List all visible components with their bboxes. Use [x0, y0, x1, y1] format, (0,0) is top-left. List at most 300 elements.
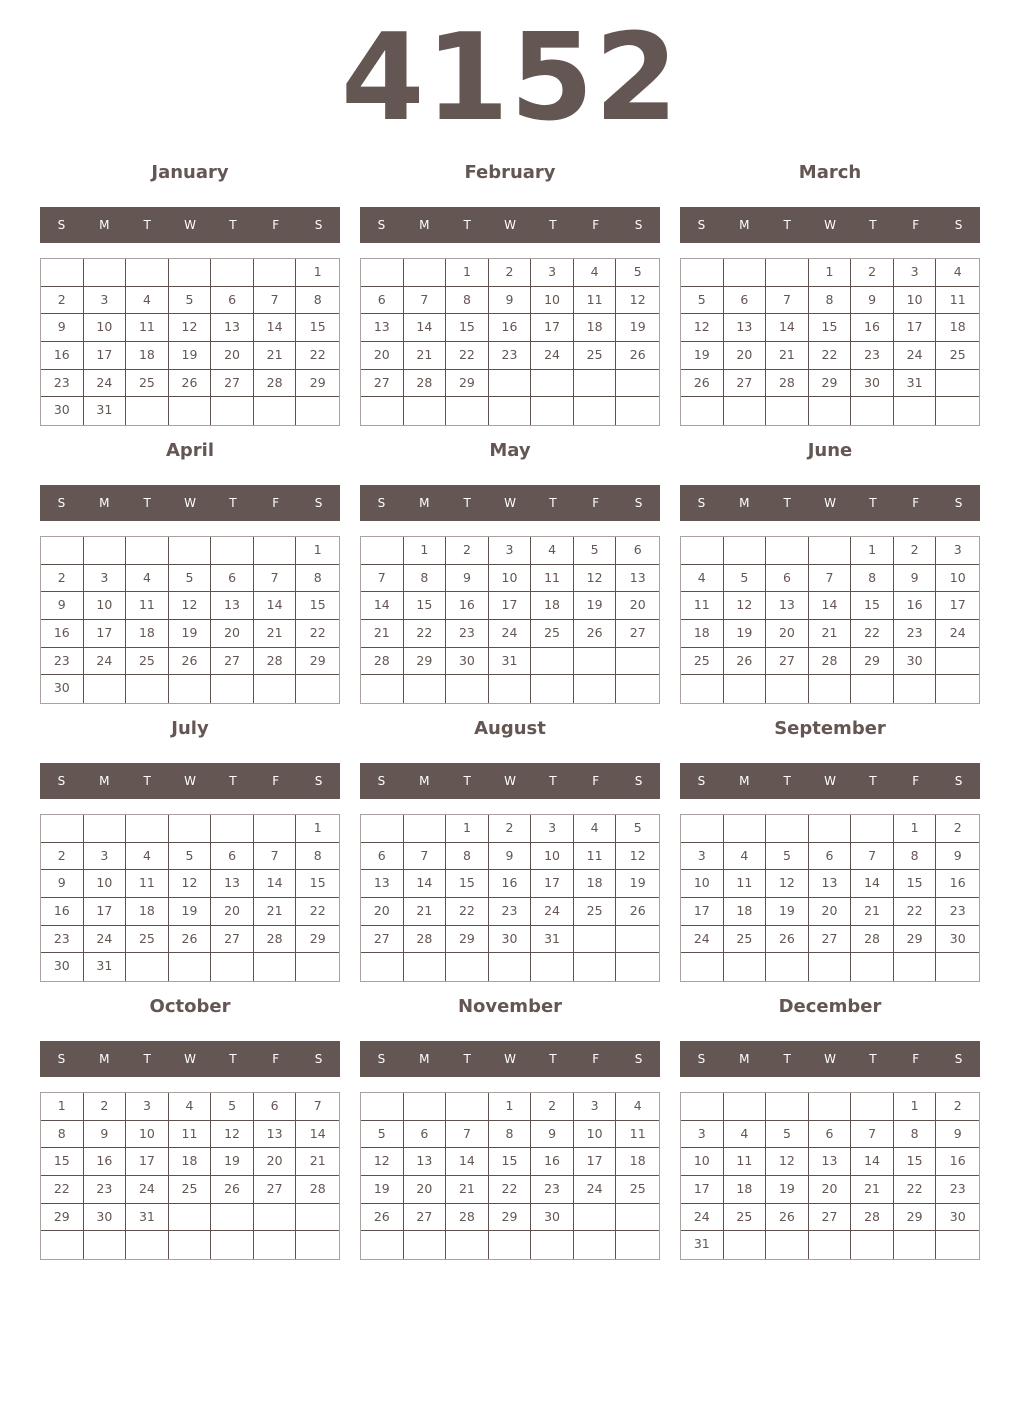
day-cell: 2	[489, 815, 532, 843]
day-cell: 12	[766, 1148, 809, 1176]
day-cell: 16	[84, 1148, 127, 1176]
day-cell: 22	[404, 620, 447, 648]
empty-cell	[724, 815, 767, 843]
empty-cell	[169, 1204, 212, 1232]
day-cell: 17	[936, 592, 979, 620]
weekday-label: M	[99, 774, 110, 788]
day-cell: 13	[809, 870, 852, 898]
empty-cell	[894, 1231, 937, 1259]
weekday-label: S	[634, 218, 643, 232]
empty-cell	[531, 370, 574, 398]
day-cell: 19	[616, 314, 659, 342]
empty-cell	[489, 953, 532, 981]
weekday-label: S	[377, 1052, 386, 1066]
empty-cell	[296, 1204, 339, 1232]
day-cell: 14	[851, 870, 894, 898]
weekday-label: T	[869, 496, 877, 510]
day-cell: 19	[681, 342, 724, 370]
day-cell: 17	[489, 592, 532, 620]
day-cell: 2	[894, 537, 937, 565]
day-cell: 12	[766, 870, 809, 898]
day-cell: 28	[404, 370, 447, 398]
month-january	[40, 161, 340, 431]
empty-cell	[489, 1231, 532, 1259]
day-cell: 16	[531, 1148, 574, 1176]
weekday-label: F	[272, 774, 280, 788]
empty-cell	[446, 1231, 489, 1259]
day-cell: 24	[531, 898, 574, 926]
empty-cell	[84, 675, 127, 703]
day-cell: 12	[169, 592, 212, 620]
day-cell: 10	[531, 287, 574, 315]
weekday-label: F	[912, 774, 920, 788]
empty-cell	[254, 259, 297, 287]
day-grid	[360, 258, 660, 426]
weekday-label: T	[143, 1052, 151, 1066]
empty-cell	[681, 953, 724, 981]
day-cell: 4	[616, 1093, 659, 1121]
day-cell: 9	[531, 1121, 574, 1149]
weekday-label: T	[143, 218, 151, 232]
day-cell: 23	[851, 342, 894, 370]
day-cell: 11	[126, 870, 169, 898]
empty-cell	[531, 675, 574, 703]
day-cell: 21	[254, 620, 297, 648]
empty-cell	[809, 815, 852, 843]
day-cell: 27	[211, 926, 254, 954]
month-title: December	[778, 996, 882, 1017]
day-cell: 21	[851, 898, 894, 926]
day-cell: 3	[126, 1093, 169, 1121]
day-cell: 13	[616, 565, 659, 593]
weekday-label: W	[184, 496, 196, 510]
day-cell: 19	[361, 1176, 404, 1204]
day-grid	[680, 1092, 980, 1260]
day-cell: 11	[616, 1121, 659, 1149]
weekday-header	[680, 485, 980, 521]
day-cell: 1	[809, 259, 852, 287]
day-cell: 24	[489, 620, 532, 648]
day-cell: 22	[851, 620, 894, 648]
day-cell: 9	[936, 843, 979, 871]
day-cell: 12	[361, 1148, 404, 1176]
day-cell: 15	[489, 1148, 532, 1176]
weekday-label: W	[824, 496, 836, 510]
empty-cell	[616, 1231, 659, 1259]
day-grid	[360, 814, 660, 982]
weekday-label: F	[592, 218, 600, 232]
day-cell: 21	[809, 620, 852, 648]
day-cell: 6	[211, 843, 254, 871]
day-cell: 24	[681, 926, 724, 954]
empty-cell	[296, 1231, 339, 1259]
day-cell: 18	[681, 620, 724, 648]
weekday-label: S	[314, 218, 323, 232]
empty-cell	[254, 1231, 297, 1259]
day-cell: 11	[126, 314, 169, 342]
day-cell: 3	[894, 259, 937, 287]
empty-cell	[851, 397, 894, 425]
day-cell: 17	[84, 898, 127, 926]
empty-cell	[404, 815, 447, 843]
empty-cell	[574, 397, 617, 425]
day-cell: 30	[894, 648, 937, 676]
month-title: March	[798, 162, 862, 183]
day-cell: 22	[894, 898, 937, 926]
day-cell: 11	[681, 592, 724, 620]
day-cell: 8	[446, 287, 489, 315]
weekday-label: S	[697, 218, 706, 232]
weekday-label: S	[697, 774, 706, 788]
empty-cell	[851, 953, 894, 981]
weekday-label: S	[377, 218, 386, 232]
empty-cell	[446, 953, 489, 981]
empty-cell	[936, 953, 979, 981]
day-cell: 7	[254, 565, 297, 593]
weekday-header	[40, 763, 340, 799]
empty-cell	[574, 926, 617, 954]
month-title: July	[171, 718, 209, 739]
day-cell: 14	[404, 870, 447, 898]
day-cell: 16	[489, 870, 532, 898]
empty-cell	[724, 675, 767, 703]
day-cell: 25	[126, 648, 169, 676]
weekday-label: W	[504, 774, 516, 788]
weekday-label: T	[549, 774, 557, 788]
day-cell: 22	[296, 342, 339, 370]
day-cell: 8	[851, 565, 894, 593]
weekday-label: T	[229, 218, 237, 232]
weekday-label: T	[783, 774, 791, 788]
weekday-label: S	[634, 774, 643, 788]
day-cell: 29	[296, 370, 339, 398]
day-cell: 5	[211, 1093, 254, 1121]
day-cell: 21	[254, 898, 297, 926]
weekday-header	[360, 485, 660, 521]
day-cell: 15	[894, 1148, 937, 1176]
empty-cell	[169, 953, 212, 981]
day-cell: 22	[41, 1176, 84, 1204]
day-cell: 17	[531, 314, 574, 342]
day-cell: 9	[41, 314, 84, 342]
empty-cell	[766, 815, 809, 843]
weekday-label: W	[184, 774, 196, 788]
day-cell: 27	[616, 620, 659, 648]
day-cell: 28	[254, 648, 297, 676]
empty-cell	[616, 953, 659, 981]
day-cell: 4	[724, 843, 767, 871]
day-cell: 22	[809, 342, 852, 370]
empty-cell	[681, 815, 724, 843]
empty-cell	[254, 815, 297, 843]
day-cell: 8	[894, 843, 937, 871]
day-cell: 25	[724, 1204, 767, 1232]
day-cell: 7	[254, 843, 297, 871]
day-cell: 13	[766, 592, 809, 620]
day-cell: 29	[41, 1204, 84, 1232]
day-cell: 3	[84, 565, 127, 593]
day-cell: 31	[489, 648, 532, 676]
day-cell: 25	[531, 620, 574, 648]
day-cell: 8	[809, 287, 852, 315]
day-cell: 7	[404, 843, 447, 871]
month-may	[360, 439, 660, 709]
day-cell: 17	[84, 342, 127, 370]
day-cell: 12	[681, 314, 724, 342]
empty-cell	[361, 1231, 404, 1259]
day-cell: 13	[404, 1148, 447, 1176]
empty-cell	[169, 537, 212, 565]
weekday-label: F	[912, 218, 920, 232]
day-cell: 28	[809, 648, 852, 676]
day-cell: 17	[681, 898, 724, 926]
empty-cell	[616, 397, 659, 425]
day-grid	[360, 1092, 660, 1260]
day-cell: 28	[254, 370, 297, 398]
empty-cell	[41, 537, 84, 565]
empty-cell	[851, 1093, 894, 1121]
day-cell: 25	[616, 1176, 659, 1204]
weekday-label: T	[783, 496, 791, 510]
day-cell: 13	[809, 1148, 852, 1176]
day-grid	[40, 1092, 340, 1260]
day-cell: 11	[724, 870, 767, 898]
day-cell: 21	[404, 342, 447, 370]
day-cell: 23	[446, 620, 489, 648]
weekday-label: W	[184, 1052, 196, 1066]
day-cell: 8	[41, 1121, 84, 1149]
empty-cell	[766, 259, 809, 287]
day-cell: 5	[766, 1121, 809, 1149]
weekday-header	[40, 485, 340, 521]
day-cell: 22	[894, 1176, 937, 1204]
day-cell: 18	[724, 1176, 767, 1204]
day-cell: 27	[404, 1204, 447, 1232]
weekday-label: M	[739, 218, 750, 232]
month-september	[680, 717, 980, 987]
weekday-label: S	[697, 496, 706, 510]
day-grid	[40, 814, 340, 982]
empty-cell	[126, 1231, 169, 1259]
day-cell: 1	[446, 815, 489, 843]
day-cell: 14	[851, 1148, 894, 1176]
month-march	[680, 161, 980, 431]
empty-cell	[404, 259, 447, 287]
month-june	[680, 439, 980, 709]
day-cell: 10	[126, 1121, 169, 1149]
day-grid	[40, 258, 340, 426]
day-cell: 5	[766, 843, 809, 871]
day-cell: 16	[41, 342, 84, 370]
weekday-label: T	[143, 496, 151, 510]
day-cell: 2	[41, 565, 84, 593]
day-cell: 28	[361, 648, 404, 676]
weekday-header	[40, 207, 340, 243]
empty-cell	[169, 1231, 212, 1259]
day-cell: 26	[574, 620, 617, 648]
day-cell: 11	[169, 1121, 212, 1149]
day-cell: 24	[681, 1204, 724, 1232]
empty-cell	[41, 815, 84, 843]
month-title: January	[151, 162, 229, 183]
empty-cell	[361, 1093, 404, 1121]
empty-cell	[211, 537, 254, 565]
empty-cell	[766, 675, 809, 703]
empty-cell	[809, 675, 852, 703]
day-cell: 21	[851, 1176, 894, 1204]
weekday-label: F	[592, 1052, 600, 1066]
weekday-header	[360, 763, 660, 799]
day-cell: 3	[681, 843, 724, 871]
day-cell: 5	[169, 287, 212, 315]
weekday-label: S	[314, 1052, 323, 1066]
day-cell: 22	[296, 898, 339, 926]
empty-cell	[361, 259, 404, 287]
day-cell: 18	[169, 1148, 212, 1176]
day-cell: 13	[211, 870, 254, 898]
day-cell: 15	[296, 314, 339, 342]
empty-cell	[211, 1204, 254, 1232]
empty-cell	[809, 537, 852, 565]
day-cell: 6	[361, 843, 404, 871]
empty-cell	[616, 675, 659, 703]
weekday-label: T	[549, 496, 557, 510]
empty-cell	[254, 397, 297, 425]
empty-cell	[361, 815, 404, 843]
empty-cell	[894, 953, 937, 981]
day-cell: 5	[574, 537, 617, 565]
day-cell: 3	[936, 537, 979, 565]
day-cell: 24	[84, 926, 127, 954]
day-cell: 20	[809, 898, 852, 926]
weekday-label: T	[143, 774, 151, 788]
day-cell: 26	[616, 342, 659, 370]
day-cell: 20	[211, 620, 254, 648]
day-cell: 1	[296, 259, 339, 287]
weekday-header	[360, 207, 660, 243]
weekday-label: S	[314, 774, 323, 788]
empty-cell	[126, 259, 169, 287]
day-cell: 26	[169, 926, 212, 954]
day-cell: 1	[851, 537, 894, 565]
day-cell: 25	[574, 898, 617, 926]
empty-cell	[211, 675, 254, 703]
day-cell: 14	[809, 592, 852, 620]
empty-cell	[254, 675, 297, 703]
weekday-label: T	[463, 496, 471, 510]
day-cell: 29	[809, 370, 852, 398]
day-cell: 24	[894, 342, 937, 370]
weekday-label: W	[504, 496, 516, 510]
day-cell: 2	[531, 1093, 574, 1121]
weekday-label: W	[824, 774, 836, 788]
weekday-label: M	[99, 496, 110, 510]
day-cell: 28	[766, 370, 809, 398]
empty-cell	[851, 675, 894, 703]
day-cell: 16	[936, 1148, 979, 1176]
empty-cell	[724, 1093, 767, 1121]
empty-cell	[126, 953, 169, 981]
day-grid	[40, 536, 340, 704]
day-cell: 6	[616, 537, 659, 565]
day-cell: 29	[446, 370, 489, 398]
day-cell: 9	[851, 287, 894, 315]
day-cell: 25	[724, 926, 767, 954]
day-cell: 4	[169, 1093, 212, 1121]
empty-cell	[296, 953, 339, 981]
day-cell: 5	[361, 1121, 404, 1149]
day-cell: 18	[531, 592, 574, 620]
day-cell: 28	[254, 926, 297, 954]
weekday-label: T	[463, 1052, 471, 1066]
day-cell: 20	[766, 620, 809, 648]
empty-cell	[254, 953, 297, 981]
empty-cell	[84, 815, 127, 843]
day-cell: 5	[616, 259, 659, 287]
day-cell: 13	[211, 592, 254, 620]
day-cell: 7	[296, 1093, 339, 1121]
empty-cell	[126, 675, 169, 703]
day-cell: 18	[574, 870, 617, 898]
weekday-label: S	[634, 496, 643, 510]
day-grid	[680, 258, 980, 426]
day-cell: 11	[126, 592, 169, 620]
empty-cell	[361, 953, 404, 981]
empty-cell	[936, 1231, 979, 1259]
day-cell: 17	[84, 620, 127, 648]
day-cell: 4	[724, 1121, 767, 1149]
day-cell: 7	[766, 287, 809, 315]
day-cell: 11	[531, 565, 574, 593]
weekday-label: F	[592, 496, 600, 510]
day-cell: 21	[446, 1176, 489, 1204]
day-cell: 19	[766, 898, 809, 926]
day-cell: 15	[296, 870, 339, 898]
day-cell: 30	[84, 1204, 127, 1232]
day-cell: 2	[41, 843, 84, 871]
day-cell: 20	[361, 898, 404, 926]
empty-cell	[211, 259, 254, 287]
weekday-header	[360, 1041, 660, 1077]
empty-cell	[936, 675, 979, 703]
day-cell: 31	[84, 953, 127, 981]
day-cell: 10	[531, 843, 574, 871]
empty-cell	[296, 397, 339, 425]
empty-cell	[404, 397, 447, 425]
day-cell: 2	[84, 1093, 127, 1121]
empty-cell	[41, 1231, 84, 1259]
weekday-label: W	[504, 218, 516, 232]
day-cell: 26	[211, 1176, 254, 1204]
day-cell: 25	[126, 370, 169, 398]
day-cell: 29	[446, 926, 489, 954]
empty-cell	[126, 815, 169, 843]
day-cell: 30	[936, 1204, 979, 1232]
day-cell: 9	[84, 1121, 127, 1149]
empty-cell	[766, 1231, 809, 1259]
empty-cell	[531, 953, 574, 981]
day-cell: 14	[254, 314, 297, 342]
day-cell: 27	[361, 926, 404, 954]
weekday-label: T	[229, 774, 237, 788]
day-cell: 25	[681, 648, 724, 676]
empty-cell	[616, 370, 659, 398]
empty-cell	[296, 675, 339, 703]
weekday-label: W	[184, 218, 196, 232]
day-cell: 5	[681, 287, 724, 315]
day-cell: 6	[724, 287, 767, 315]
day-cell: 16	[41, 898, 84, 926]
